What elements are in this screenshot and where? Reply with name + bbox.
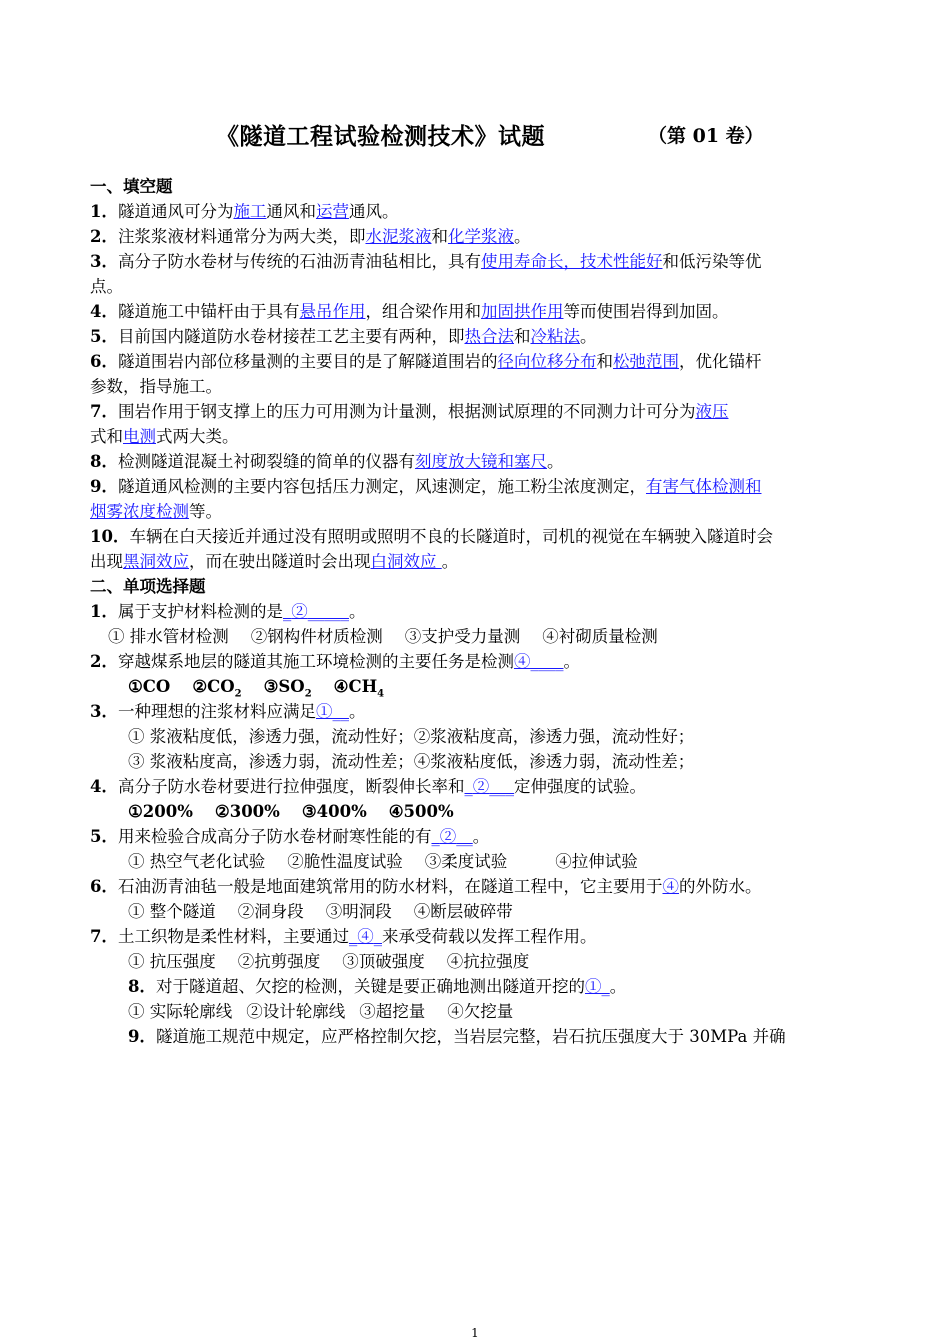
option: ③顶破强度 (342, 952, 425, 971)
question-text: 围岩作用于钢支撑上的压力可用测为计量测，根据测试原理的不同测力计可分为 (117, 402, 696, 421)
question-text: 隧道施工中锚杆由于具有 (117, 302, 300, 321)
fill-question-2 (90, 224, 890, 249)
answer-blank: ④____ (513, 652, 564, 671)
option: ②洞身段 (237, 902, 304, 921)
answer-blank: 水泥浆液 (365, 227, 432, 246)
choice-question-5 (90, 824, 890, 849)
question-text: 定伸强度的试验。 (513, 777, 646, 796)
question-text: 。 (441, 552, 459, 571)
question-text: 。 (348, 702, 366, 721)
question-number: 9． (128, 1027, 156, 1046)
question-text: 。 (579, 327, 597, 346)
section-heading-single-choice: 二、单项选择题 (90, 577, 206, 596)
fill-question-10 (90, 524, 890, 549)
answer-blank: 液压 (695, 402, 729, 421)
question-text: 和 (431, 227, 448, 246)
answer-blank: ④ (662, 877, 679, 896)
question-number: 1． (90, 202, 118, 221)
question-number: 5． (90, 327, 118, 346)
choice-options-5 (90, 849, 890, 874)
answer-blank: ①__ (315, 702, 349, 721)
question-text: 等。 (189, 502, 222, 521)
fill-question-3-cont (90, 274, 890, 299)
option: ④500% (388, 802, 454, 821)
option: ④抗拉强度 (446, 952, 530, 971)
answer-blank: 白洞效应 (370, 552, 442, 571)
question-number: 4． (90, 302, 118, 321)
question-text: 和 (513, 327, 531, 346)
answer-blank: 冷粘法 (530, 327, 580, 346)
question-text: 高分子防水卷材与传统的石油沥青油毡相比，具有 (117, 252, 481, 271)
choice-options-2 (90, 674, 890, 699)
question-text: 式两大类。 (156, 427, 239, 446)
question-text: 隧道通风检测的主要内容包括压力测定，风速测定，施工粉尘浓度测定， (117, 477, 646, 496)
fill-question-7-cont (90, 424, 890, 449)
question-text: 。 (472, 827, 490, 846)
question-text: 等而使围岩得到加固。 (563, 302, 729, 321)
answer-blank: 化学浆液 (447, 227, 514, 246)
question-text: 目前国内隧道防水卷材接茬工艺主要有两种，即 (117, 327, 465, 346)
answer-blank: _②__ (431, 827, 473, 846)
option: ④拉伸试验 (555, 852, 638, 871)
choice-question-6 (90, 874, 890, 899)
answer-blank: 有害气体检测和 (645, 477, 762, 496)
choice-options-4 (90, 799, 890, 824)
choice-options-3b: ③ 浆液粘度高，渗透力弱，流动性差；④浆液粘度低，渗透力弱，流动性差； (128, 752, 695, 771)
answer-blank: 热合法 (464, 327, 514, 346)
volume-label: （第 01 卷） (648, 125, 764, 147)
question-text: 属于支护材料检测的是 (117, 602, 283, 621)
question-number: 2． (90, 227, 118, 246)
question-text: 。 (563, 652, 580, 671)
question-text: 出现 (90, 552, 123, 571)
question-text: 和低污染等优 (662, 252, 762, 271)
fill-question-6-cont (90, 374, 890, 399)
option: ① 整个隧道 (128, 902, 216, 921)
title-row (0, 118, 950, 154)
choice-options-7 (90, 949, 890, 974)
question-text: 隧道施工规范中规定，应严格控制欠挖，当岩层完整，岩石抗压强度大于 30MPa 并确 (155, 1027, 786, 1046)
question-text: 参数，指导施工。 (90, 377, 222, 396)
fill-question-7 (90, 399, 890, 424)
answer-blank: 刻度放大镜和塞尺 (414, 452, 547, 471)
choice-question-7 (90, 924, 890, 949)
question-text: 。 (609, 977, 627, 996)
option: ④衬砌质量检测 (542, 627, 658, 646)
answer-blank: _④_ (348, 927, 382, 946)
question-number: 6． (90, 877, 118, 896)
option: ④欠挖量 (447, 1002, 514, 1021)
fill-question-4 (90, 299, 890, 324)
question-text: 和 (596, 352, 613, 371)
choice-options-1 (90, 624, 890, 649)
question-text: 通风。 (348, 202, 399, 221)
choice-question-9 (90, 1024, 890, 1049)
option: ① 实际轮廓线 (128, 1002, 233, 1021)
page-title: 《隧道工程试验检测技术》试题 (216, 123, 545, 150)
answer-blank: 烟雾浓度检测 (90, 502, 189, 521)
question-text: 。 (546, 452, 564, 471)
answer-blank: _②_____ (282, 602, 349, 621)
answer-blank: 使用寿命长，技术性能好 (480, 252, 663, 271)
choice-question-8 (90, 974, 890, 999)
question-text: 的外防水。 (678, 877, 762, 896)
option: $②CO_2$ (192, 677, 242, 699)
option: $③SO_2$ (263, 677, 312, 699)
answer-blank: 黑洞效应 (123, 552, 189, 571)
option: ①CO (128, 677, 171, 696)
option: ①200% (128, 802, 193, 821)
question-text: 隧道围岩内部位移量测的主要目的是了解隧道围岩的 (117, 352, 498, 371)
answer-blank: 径向位移分布 (497, 352, 597, 371)
choice-question-1 (90, 599, 890, 624)
question-number: 7． (90, 927, 118, 946)
option: ③超挖量 (359, 1002, 426, 1021)
question-text: 一种理想的注浆材料应满足 (117, 702, 316, 721)
question-text: 对于隧道超、欠挖的检测，关键是要正确地测出隧道开挖的 (155, 977, 585, 996)
question-text: 通风和 (266, 202, 316, 221)
question-number: 8． (128, 977, 156, 996)
option: ④断层破碎带 (413, 902, 513, 921)
choice-question-4 (90, 774, 890, 799)
answer-blank: 松弛范围 (612, 352, 679, 371)
option: ②钢构件材质检测 (250, 627, 383, 646)
question-text: 高分子防水卷材要进行拉伸强度，断裂伸长率和 (117, 777, 465, 796)
page-number: 1 (471, 1326, 479, 1340)
answer-blank: 悬吊作用 (299, 302, 366, 321)
question-number: 10． (90, 527, 130, 546)
fill-question-9-cont (90, 499, 890, 524)
choice-question-3 (90, 699, 890, 724)
fill-question-3 (90, 249, 890, 274)
question-number: 3． (90, 702, 118, 721)
question-text: 来承受荷载以发挥工程作用。 (381, 927, 597, 946)
question-text: ，优化锚杆 (678, 352, 762, 371)
question-text: 车辆在白天接近并通过没有照明或照明不良的长隧道时，司机的视觉在车辆驶入隧道时会 (129, 527, 773, 546)
choice-question-2 (90, 649, 890, 674)
question-text: ，组合梁作用和 (365, 302, 481, 321)
answer-blank: 施工 (233, 202, 267, 221)
choice-options-6 (90, 899, 890, 924)
answer-blank: 电测 (123, 427, 156, 446)
option: ③柔度试验 (424, 852, 508, 871)
option: ③支护受力量测 (404, 627, 521, 646)
option: ②设计轮廓线 (246, 1002, 346, 1021)
question-text: 点。 (90, 277, 123, 296)
fill-question-9 (90, 474, 890, 499)
question-text: 。 (348, 602, 366, 621)
question-text: 土工织物是柔性材料，主要通过 (117, 927, 349, 946)
option: ① 热空气老化试验 (128, 852, 266, 871)
question-number: 2． (90, 652, 118, 671)
question-text: 式和 (90, 427, 123, 446)
fill-question-6 (90, 349, 890, 374)
option: ②抗剪强度 (237, 952, 321, 971)
choice-options-8 (90, 999, 890, 1024)
question-text: 用来检验合成高分子防水卷材耐寒性能的有 (117, 827, 432, 846)
question-number: 1． (90, 602, 118, 621)
question-number: 6． (90, 352, 118, 371)
question-text: 隧道通风可分为 (117, 202, 234, 221)
answer-blank: 加固拱作用 (480, 302, 564, 321)
option: ②300% (214, 802, 280, 821)
option: $④CH_4$ (333, 677, 385, 699)
option: ③明洞段 (325, 902, 392, 921)
document-body (90, 174, 890, 1049)
question-text: 石油沥青油毡一般是地面建筑常用的防水材料，在隧道工程中，它主要用于 (117, 877, 663, 896)
question-number: 7． (90, 402, 118, 421)
answer-blank: _②___ (464, 777, 514, 796)
question-text: 检测隧道混凝土衬砌裂缝的简单的仪器有 (117, 452, 415, 471)
question-number: 9． (90, 477, 118, 496)
question-number: 8． (90, 452, 118, 471)
answer-blank: ①_ (584, 977, 610, 996)
question-number: 3． (90, 252, 118, 271)
question-text: 注浆浆液材料通常分为两大类，即 (117, 227, 366, 246)
fill-question-5 (90, 324, 890, 349)
fill-question-1 (90, 199, 890, 224)
question-text: 穿越煤系地层的隧道其施工环境检测的主要任务是检测 (117, 652, 514, 671)
option: ③400% (301, 802, 367, 821)
section-heading-fill-blank: 一、填空题 (90, 177, 173, 196)
question-number: 4． (90, 777, 118, 796)
answer-blank: 运营 (315, 202, 349, 221)
fill-question-10-cont (90, 549, 890, 574)
question-number: 5． (90, 827, 118, 846)
question-text: ，而在驶出隧道时会出现 (189, 552, 371, 571)
fill-question-8 (90, 449, 890, 474)
option: ① 排水管材检测 (108, 627, 229, 646)
choice-options-3a: ① 浆液粘度低，渗透力强，流动性好；②浆液粘度高，渗透力强，流动性好； (128, 727, 695, 746)
option: ②脆性温度试验 (287, 852, 403, 871)
option: ① 抗压强度 (128, 952, 216, 971)
question-text: 。 (513, 227, 531, 246)
